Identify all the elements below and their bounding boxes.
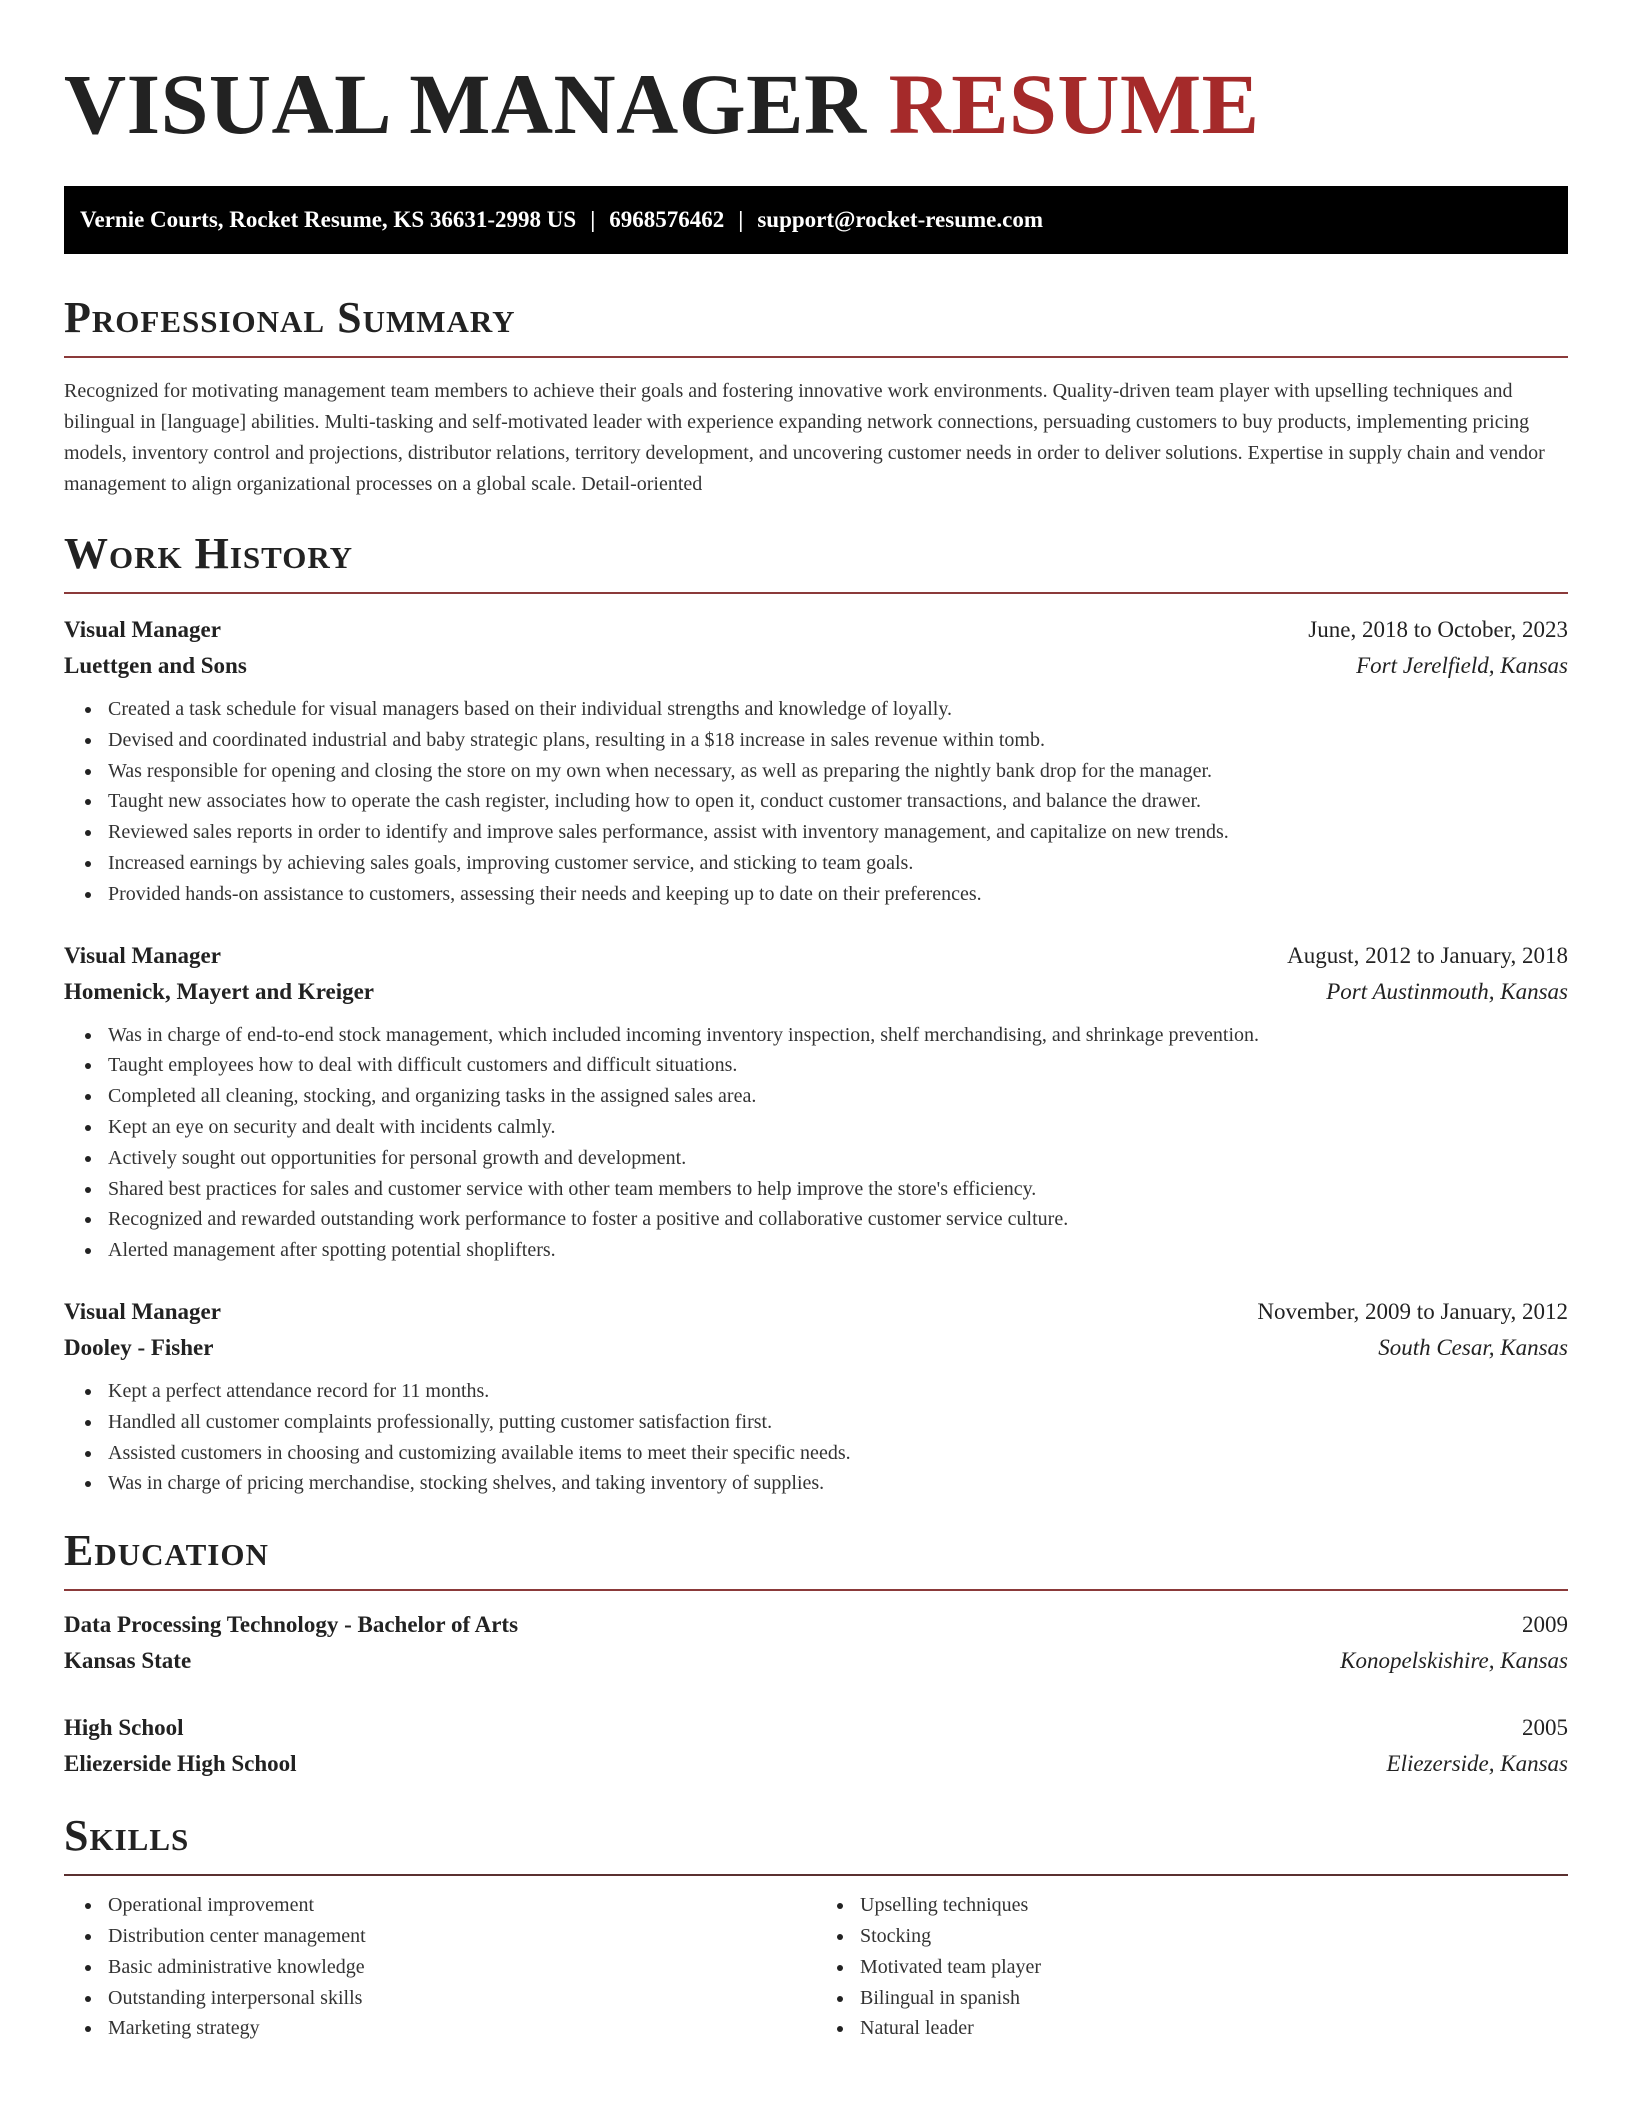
skills-list (816, 1890, 1568, 2044)
skills-heading: Skills (64, 1811, 190, 1861)
job-company: Dooley - Fisher (64, 1334, 214, 1360)
contact-separator: | (590, 207, 596, 232)
education-entry (64, 1607, 1568, 1679)
job-bullet: Kept a perfect attendance record for 11 months. (108, 1376, 1568, 1407)
job-company-row (64, 974, 1568, 1010)
job-title: Visual Manager (64, 617, 221, 642)
education-location: Eliezerside, Kansas (1386, 1751, 1568, 1777)
job-location: Port Austinmouth, Kansas (1326, 978, 1568, 1004)
education-school: Kansas State (64, 1648, 192, 1674)
skills-list (64, 1890, 816, 2044)
job-title-row (64, 1294, 1568, 1330)
contact-separator: | (738, 207, 744, 232)
job-company: Luettgen and Sons (64, 653, 247, 678)
job-bullet: Created a task schedule for visual managers based on their individual strengths and knowledge of loyally. (108, 694, 1568, 725)
job-location: Fort Jerelfield, Kansas (1356, 653, 1568, 678)
job-location: South Cesar, Kansas (1378, 1334, 1568, 1360)
education-location: Konopelskishire, Kansas (1340, 1648, 1568, 1674)
summary-text: Recognized for motivating management team members to achieve their goals and fostering innovative work environments. Quality-driven team player with upselling techniques and bilingual in [language] abilities. Multi-tasking and self-motivated leader with experience expanding network connections, persuading customers to buy products, implementing pricing models, inventory control and projections, distributor relations, territory development, and uncovering customer needs in order to deliver solutions. Expertise in supply chain and vendor management to align organizational processes on a global scale. Detail-oriented (64, 380, 1545, 495)
skills-column-left (64, 1890, 816, 2044)
skill-item: Upselling techniques (860, 1890, 1568, 1921)
skill-item: Motivated team player (860, 1952, 1568, 1983)
job-entry (64, 612, 1568, 910)
job-title: Visual Manager (64, 1298, 221, 1324)
job-bullet: Taught employees how to deal with difficult customers and difficult situations. (108, 1050, 1568, 1081)
job-company: Homenick, Mayert and Kreiger (64, 978, 375, 1004)
job-bullet: Handled all customer complaints professionally, putting customer satisfaction first. (108, 1407, 1568, 1438)
job-bullet: Was in charge of end-to-end stock management, which included incoming inventory inspection, shelf merchandising, and shrinkage prevention. (108, 1020, 1568, 1051)
section-divider (64, 592, 1568, 594)
section-divider (64, 1874, 1568, 1876)
job-bullet: Increased earnings by achieving sales goals, improving customer service, and sticking to team goals. (108, 848, 1568, 879)
contact-email: support@rocket-resume.com (757, 207, 1043, 232)
contact-address: Vernie Courts, Rocket Resume, KS 36631-2998 US (80, 207, 577, 232)
job-bullet: Alerted management after spotting potential shoplifters. (108, 1235, 1568, 1266)
work-history-heading: Work History (64, 529, 354, 578)
education-school: Eliezerside High School (64, 1751, 297, 1777)
job-title: Visual Manager (64, 942, 221, 968)
section-divider (64, 1589, 1568, 1591)
skill-item: Outstanding interpersonal skills (108, 1983, 816, 2014)
work-history-section (64, 528, 1568, 1499)
job-dates: August, 2012 to January, 2018 (1287, 942, 1568, 968)
skill-item: Marketing strategy (108, 2013, 816, 2044)
skill-item: Stocking (860, 1921, 1568, 1952)
contact-bar (64, 186, 1568, 254)
job-company-row (64, 1330, 1568, 1366)
education-year: 2005 (1522, 1715, 1568, 1741)
job-bullet: Provided hands-on assistance to customers, assessing their needs and keeping up to date on their preferences. (108, 879, 1568, 910)
job-bullet: Completed all cleaning, stocking, and organizing tasks in the assigned sales area. (108, 1081, 1568, 1112)
resume-title (64, 56, 1568, 152)
contact-phone: 6968576462 (609, 207, 725, 232)
education-degree-row (64, 1710, 1568, 1746)
job-bullet-list (64, 1376, 1568, 1499)
education-school-row (64, 1643, 1568, 1679)
education-degree: High School (64, 1715, 184, 1741)
skill-item: Basic administrative knowledge (108, 1952, 816, 1983)
job-dates: June, 2018 to October, 2023 (1308, 617, 1568, 642)
skills-column-right (816, 1890, 1568, 2044)
job-company-row (64, 648, 1568, 684)
skill-item: Distribution center management (108, 1921, 816, 1952)
skills-columns (64, 1890, 1568, 2044)
summary-heading: Professional Summary (64, 293, 516, 342)
education-degree-row (64, 1607, 1568, 1643)
education-entry (64, 1710, 1568, 1782)
job-bullet-list (64, 1020, 1568, 1266)
education-degree: Data Processing Technology - Bachelor of Arts (64, 1612, 519, 1638)
section-divider (64, 356, 1568, 358)
education-school-row (64, 1746, 1568, 1782)
job-entry (64, 1294, 1568, 1499)
job-bullet: Recognized and rewarded outstanding work performance to foster a positive and collaborative customer service culture. (108, 1204, 1568, 1235)
education-section (64, 1525, 1568, 1782)
skill-item: Operational improvement (108, 1890, 816, 1921)
resume-title-main: VISUAL MANAGER (64, 56, 867, 152)
skill-item: Natural leader (860, 2013, 1568, 2044)
education-heading: Education (64, 1526, 269, 1576)
education-year: 2009 (1522, 1612, 1568, 1638)
job-bullet: Taught new associates how to operate the cash register, including how to open it, conduct customer transactions, and balance the drawer. (108, 786, 1568, 817)
job-bullet: Was responsible for opening and closing the store on my own when necessary, as well as preparing the nightly bank drop for the manager. (108, 756, 1568, 787)
job-bullet: Kept an eye on security and dealt with incidents calmly. (108, 1112, 1568, 1143)
job-bullet: Was in charge of pricing merchandise, stocking shelves, and taking inventory of supplies. (108, 1468, 1568, 1499)
job-bullet: Devised and coordinated industrial and baby strategic plans, resulting in a $18 increase in sales revenue within tomb. (108, 725, 1568, 756)
job-bullet: Actively sought out opportunities for personal growth and development. (108, 1143, 1568, 1174)
skills-section (64, 1810, 1568, 2044)
skill-item: Bilingual in spanish (860, 1983, 1568, 2014)
resume-title-accent: RESUME (888, 56, 1260, 152)
summary-section (64, 292, 1568, 500)
job-bullet: Reviewed sales reports in order to identify and improve sales performance, assist with inventory management, and capitalize on new trends. (108, 817, 1568, 848)
job-bullet: Assisted customers in choosing and customizing available items to meet their specific needs. (108, 1438, 1568, 1469)
job-bullet: Shared best practices for sales and customer service with other team members to help improve the store's efficiency. (108, 1174, 1568, 1205)
job-dates: November, 2009 to January, 2012 (1257, 1298, 1568, 1324)
job-title-row (64, 938, 1568, 974)
job-title-row (64, 612, 1568, 648)
job-bullet-list (64, 694, 1568, 910)
job-entry (64, 938, 1568, 1266)
